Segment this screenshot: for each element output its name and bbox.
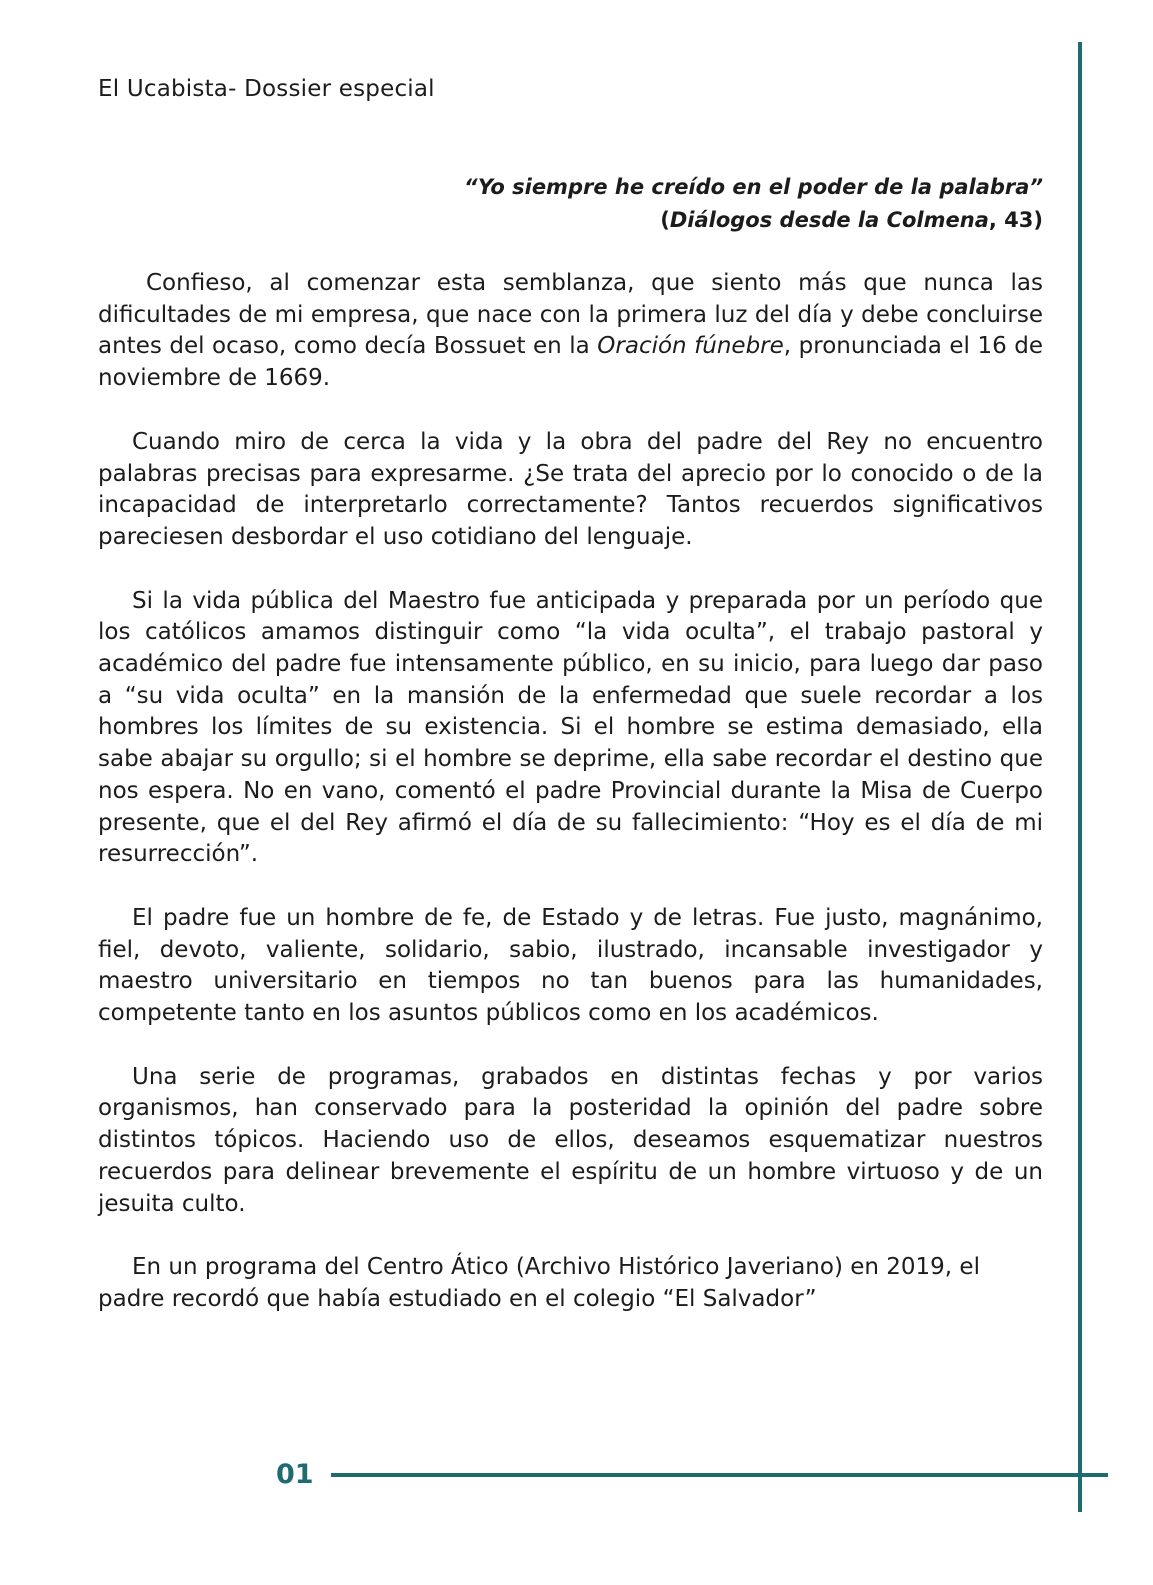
paragraph-4: El padre fue un hombre de fe, de Estado y de letras. Fue justo, magnánimo, fiel, devoto, valiente, solidario, sabio, ilustrado, incansable investigador y maestro universitario en tiempos no tan buenos para las humanidades, competente tanto en los asuntos públicos como en los académicos.	[98, 904, 1043, 1027]
paragraph-1-italic-title: Oración fúnebre	[597, 333, 784, 360]
epigraph-quote: “Yo siempre he creído en el poder de la palabra”	[463, 175, 1043, 199]
epigraph-work-title: Diálogos desde la Colmena	[669, 208, 989, 232]
paragraph-2: Cuando miro de cerca la vida y la obra del padre del Rey no encuentro palabras precisas para expresarme. ¿Se trata del aprecio por lo conocido o de la incapacidad de interpretarlo correctamente? Tantos recuerdos significativos pareciesen desbordar el uso cotidiano del lenguaje.	[98, 428, 1043, 550]
epigraph-citation	[464, 204, 1043, 237]
epigraph-open-paren: (	[660, 208, 670, 232]
paragraph-1	[98, 268, 1043, 395]
paragraph-3: Si la vida pública del Maestro fue anticipada y preparada por un período que los católicos amamos distinguir como “la vida oculta”, el trabajo pastoral y académico del padre fue intensamente público, en su inicio, para luego dar paso a “su vida oculta” en la mansión de la enfermedad que suele recordar a los hombres los límites de su existencia. Si el hombre se estima demasiado, ella sabe abajar su orgullo; si el hombre se deprime, ella sabe recordar el destino que nos espera. No en vano, comentó el padre Provincial durante la Misa de Cuerpo presente, que el del Rey afirmó el día de su fallecimiento: “Hoy es el día de mi resurrección”.	[98, 587, 1043, 868]
vertical-rule	[1078, 42, 1082, 1512]
running-head: El Ucabista- Dossier especial	[98, 76, 435, 102]
paragraph-1-text-a: Confieso, al comenzar esta semblanza, que siento más que nunca las dificultades de mi empresa, que nace con la primera luz del día y debe concluirse antes del ocaso, como decía Bossuet en la	[98, 270, 1043, 360]
paragraph-6: En un programa del Centro Ático (Archivo Histórico Javeriano) en 2019, el padre recordó que había estudiado en el colegio “El Salvador”	[98, 1254, 980, 1312]
epigraph	[464, 171, 1043, 237]
paragraph-1-text-b: , pronunciada el 16 de noviembre de 1669.	[98, 333, 1043, 392]
page-number: 01	[276, 1459, 314, 1490]
paragraph-5: Una serie de programas, grabados en distintas fechas y por varios organismos, han conservado para la posteridad la opinión del padre sobre distintos tópicos. Haciendo uso de ellos, deseamos esquematizar nuestros recuerdos para delinear brevemente el espíritu de un hombre virtuoso y de un jesuita culto.	[98, 1063, 1043, 1217]
article-body	[98, 268, 1043, 1348]
footer-rule	[331, 1473, 1108, 1477]
epigraph-page-ref: , 43)	[988, 208, 1043, 232]
